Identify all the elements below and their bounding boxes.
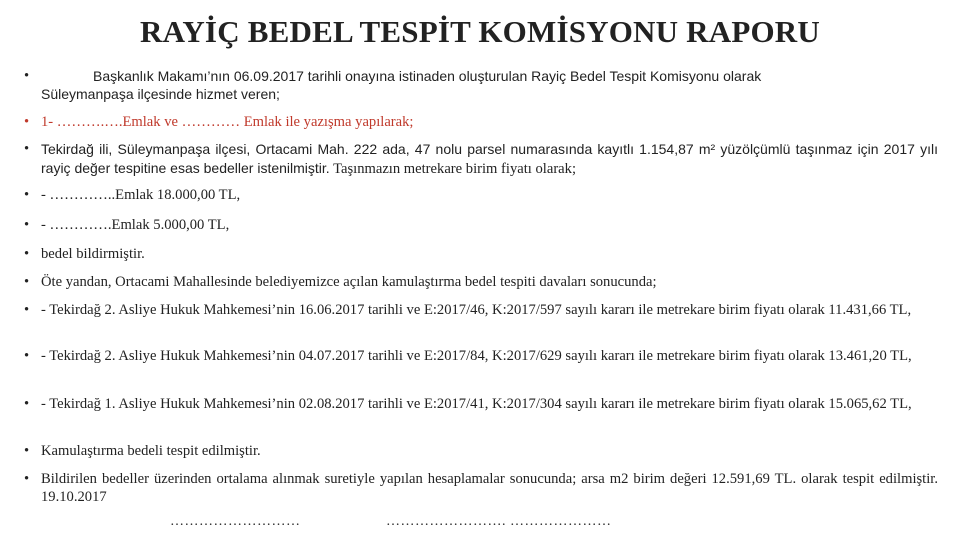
court-1-text: - Tekirdağ 2. Asliye Hukuk Mahkemesi’nin 16.06.2017 tarihli ve E:2017/46, K:2017/597 sayılı kararı ile metrekare birim fiyatı olarak 11.431,66 TL,: [41, 302, 912, 318]
expropriation-text: Kamulaştırma bedeli tespit edilmiştir.: [41, 443, 261, 459]
correspondence-dots: …………: [181, 114, 241, 130]
bullet-icon: •: [24, 471, 30, 487]
parcel-text: [41, 140, 938, 178]
intro-line-2: Süleymanpaşa ilçesinde hizmet veren;: [41, 86, 280, 102]
bullet-icon: •: [24, 396, 30, 412]
bullet-icon: •: [24, 68, 30, 84]
correspondence-text: [41, 113, 938, 131]
emlak-label-1: Emlak: [122, 114, 161, 130]
emlak-label-2: Emlak: [240, 114, 282, 130]
intro-text: [41, 67, 938, 103]
list-item-correspondence: [24, 113, 938, 131]
offer-1-text: - …………..Emlak 18.000,00 TL,: [41, 187, 241, 203]
correspondence-prefix: 1- ……….….: [41, 114, 123, 130]
list-item-offer-2: [24, 216, 938, 234]
conjunction: ve: [160, 114, 182, 130]
list-item-offer-1: [24, 186, 938, 204]
bullet-icon: •: [24, 443, 30, 459]
list-item-lawsuits-intro: [24, 273, 938, 291]
bullet-icon: •: [24, 274, 30, 290]
signature-line-right: ……………………. …………………: [386, 514, 612, 529]
list-item-expropriation: [24, 442, 938, 460]
signature-line-left: ………………………: [170, 514, 301, 529]
parcel-part-2: Taşınmazın metrekare birim fiyatı olarak;: [329, 161, 577, 177]
list-item-court-3: [24, 395, 938, 413]
list-item-court-1: [24, 301, 938, 319]
list-item-parcel: [24, 140, 938, 178]
bullet-icon: •: [24, 348, 30, 364]
offer-2-text: - ………….Emlak 5.000,00 TL,: [41, 217, 230, 233]
bullet-icon: •: [24, 114, 30, 130]
bullet-icon: •: [24, 187, 30, 203]
list-item-court-2: [24, 347, 938, 365]
bullet-icon: •: [24, 246, 30, 262]
conclusion-text: Bildirilen bedeller üzerinden ortalama alınmak suretiyle yapılan hesaplamalar sonucunda; arsa m2 birim değeri 12.591,69 TL. olarak tespit edilmiştir. 19.10.2017: [41, 471, 938, 505]
list-item-reported: [24, 245, 938, 263]
correspondence-suffix: ile yazışma yapılarak;: [281, 114, 414, 130]
court-2-text: - Tekirdağ 2. Asliye Hukuk Mahkemesi’nin 04.07.2017 tarihli ve E:2017/84, K:2017/629 sayılı kararı ile metrekare birim fiyatı olarak 13.461,20 TL,: [41, 348, 912, 364]
lawsuits-intro-text: Öte yandan, Ortacami Mahallesinde belediyemizce açılan kamulaştırma bedel tespiti davaları sonucunda;: [41, 274, 657, 290]
page-title: RAYİÇ BEDEL TESPİT KOMİSYONU RAPORU: [140, 14, 820, 49]
bullet-icon: •: [24, 217, 30, 233]
reported-text: bedel bildirmiştir.: [41, 246, 145, 262]
court-3-text: - Tekirdağ 1. Asliye Hukuk Mahkemesi’nin 02.08.2017 tarihli ve E:2017/41, K:2017/304 sayılı kararı ile metrekare birim fiyatı olarak 15.065,62 TL,: [41, 396, 912, 412]
intro-line-1: Başkanlık Makamı’nın 06.09.2017 tarihli onayına istinaden oluşturulan Rayiç Bedel Tespit Komisyonu olarak: [93, 68, 762, 84]
bullet-icon: •: [24, 302, 30, 318]
bullet-icon: •: [24, 141, 30, 157]
list-item-intro: [24, 67, 938, 103]
parcel-part-1: Tekirdağ ili, Süleymanpaşa ilçesi, Ortacami Mah. 222 ada, 47 nolu parsel numarasında kayıtlı 1.154,87 m² yüzölçümlü taşınmaz için 2017 yılı rayiç değer tespitine esas bedeller istenilmiştir.: [41, 141, 938, 176]
list-item-conclusion: [24, 470, 938, 506]
